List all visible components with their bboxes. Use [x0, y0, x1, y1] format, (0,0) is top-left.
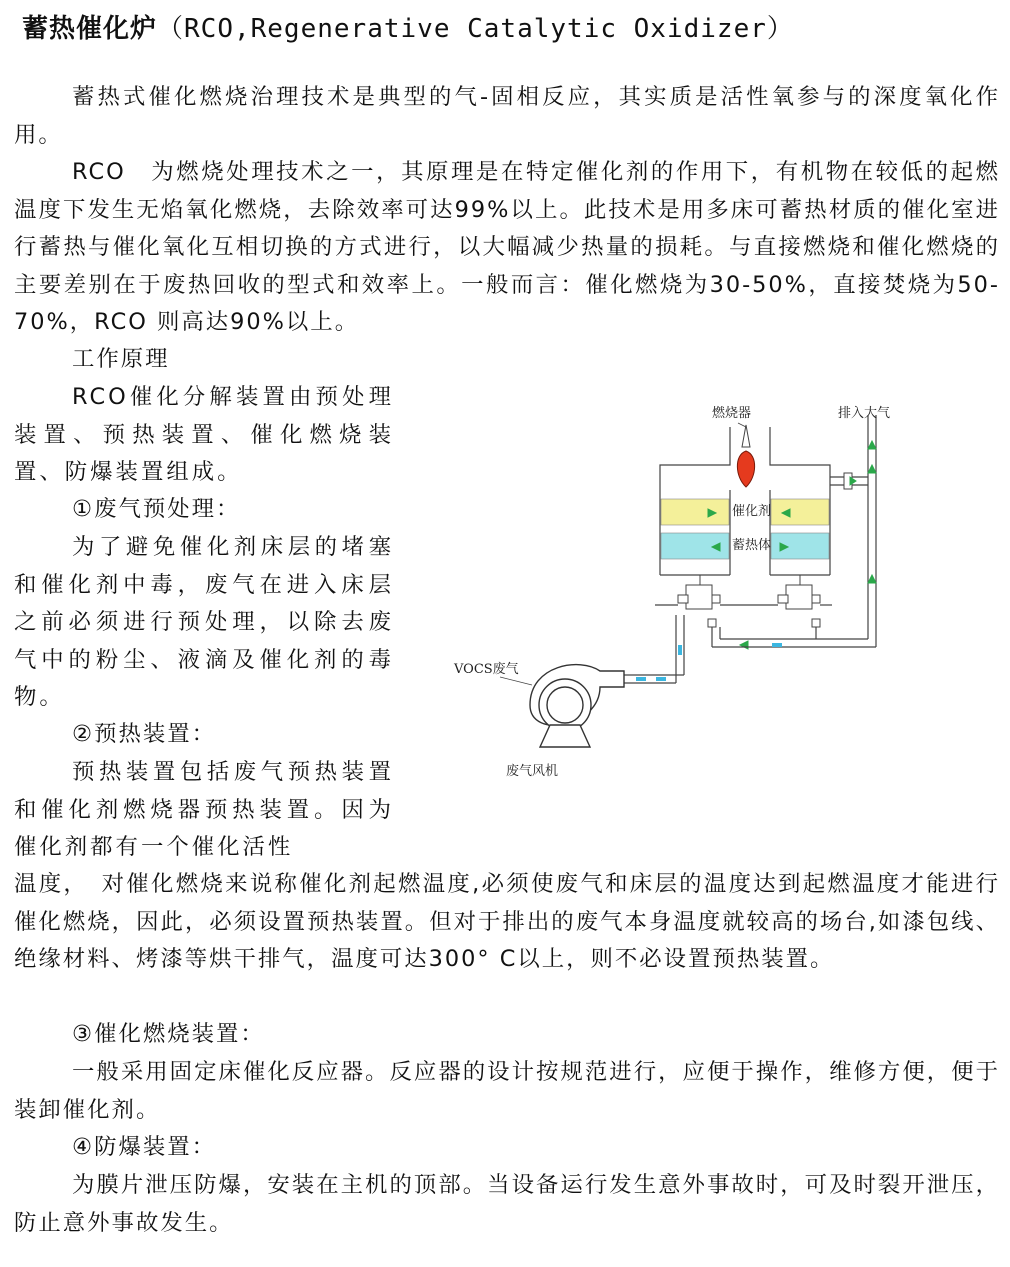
composition-paragraph: RCO催化分解装置由预处理装置、预热装置、催化燃烧装置、防爆装置组成。	[14, 384, 394, 485]
section1-heading: ①废气预处理：	[72, 496, 241, 522]
vocs-leader-line	[500, 677, 532, 685]
working-principle-heading: 工作原理	[72, 346, 170, 372]
section3-heading: ③催化燃烧装置：	[72, 1021, 265, 1047]
burner-label: 燃烧器	[712, 406, 752, 421]
rco-paragraph: RCO 为燃烧处理技术之一，其原理是在特定催化剂的作用下，有机物在较低的起燃温度下发生无焰氧化燃烧，去除效率可达99%以上。此技术是用多床可蓄热材质的催化室进行蓄热与催化氧化互相切换的方式进行，以大幅减少热量的损耗。与直接燃烧和催化燃烧的主要差别在于废热回收的型式和效率上。一般而言：催化燃烧为30-50%，直接焚烧为50-70%，RCO 则高达90%以上。	[14, 159, 1000, 335]
section3-text: 一般采用固定床催化反应器。反应器的设计按规范进行，应便于操作，维修方便，便于装卸催化剂。	[14, 1059, 1000, 1123]
title-cn: 蓄热催化炉	[22, 14, 158, 44]
page-title	[22, 8, 794, 45]
section2-text-wide: 温度， 对催化燃烧来说称催化剂起燃温度,必须使废气和床层的温度达到起燃温度才能进行催化燃烧，因此，必须设置预热装置。但对于排出的废气本身温度就较高的场台,如漆包线、绝缘材料、烤漆等烘干排气，温度可达300° C以上，则不必设置预热装置。	[14, 871, 1000, 972]
catalyst-label: 催化剂	[732, 504, 772, 519]
section4-heading: ④防爆装置：	[72, 1134, 217, 1160]
burner-nozzle	[742, 425, 750, 447]
intro-paragraph: 蓄热式催化燃烧治理技术是典型的气-固相反应，其实质是活性氧参与的深度氧化作用。	[14, 84, 1000, 148]
fan-label: 废气风机	[506, 764, 559, 779]
burner-leader-line	[738, 423, 746, 427]
section1-text: 为了避免催化剂床层的堵塞和催化剂中毒，废气在进入床层之前必须进行预处理，以除去废气中的粉尘、液滴及催化剂的毒物。	[14, 534, 394, 710]
right-catalyst-bed	[771, 499, 829, 525]
section2-text-narrow: 预热装置包括废气预热装置和催化剂燃烧器预热装置。因为催化剂都有一个催化活性	[14, 759, 394, 860]
exhaust-label: 排入大气	[838, 406, 891, 421]
right-switch-valve	[778, 575, 820, 627]
heat-storage-label: 蓄热体	[732, 538, 772, 553]
rco-process-diagram	[440, 395, 910, 785]
pipelines	[624, 605, 876, 683]
section4-text: 为膜片泄压防爆，安装在主机的顶部。当设备运行发生意外事故时，可及时裂开泄压，防止意外事故发生。	[14, 1172, 1000, 1236]
vocs-label: VOCS废气	[454, 662, 519, 677]
left-catalyst-bed	[661, 499, 729, 525]
fan-icon	[530, 665, 624, 747]
flame-icon	[737, 451, 754, 487]
exhaust-pipe	[830, 415, 876, 647]
section2-heading: ②预热装置：	[72, 721, 217, 747]
title-en: （RCO,Regenerative Catalytic Oxidizer）	[157, 14, 794, 44]
